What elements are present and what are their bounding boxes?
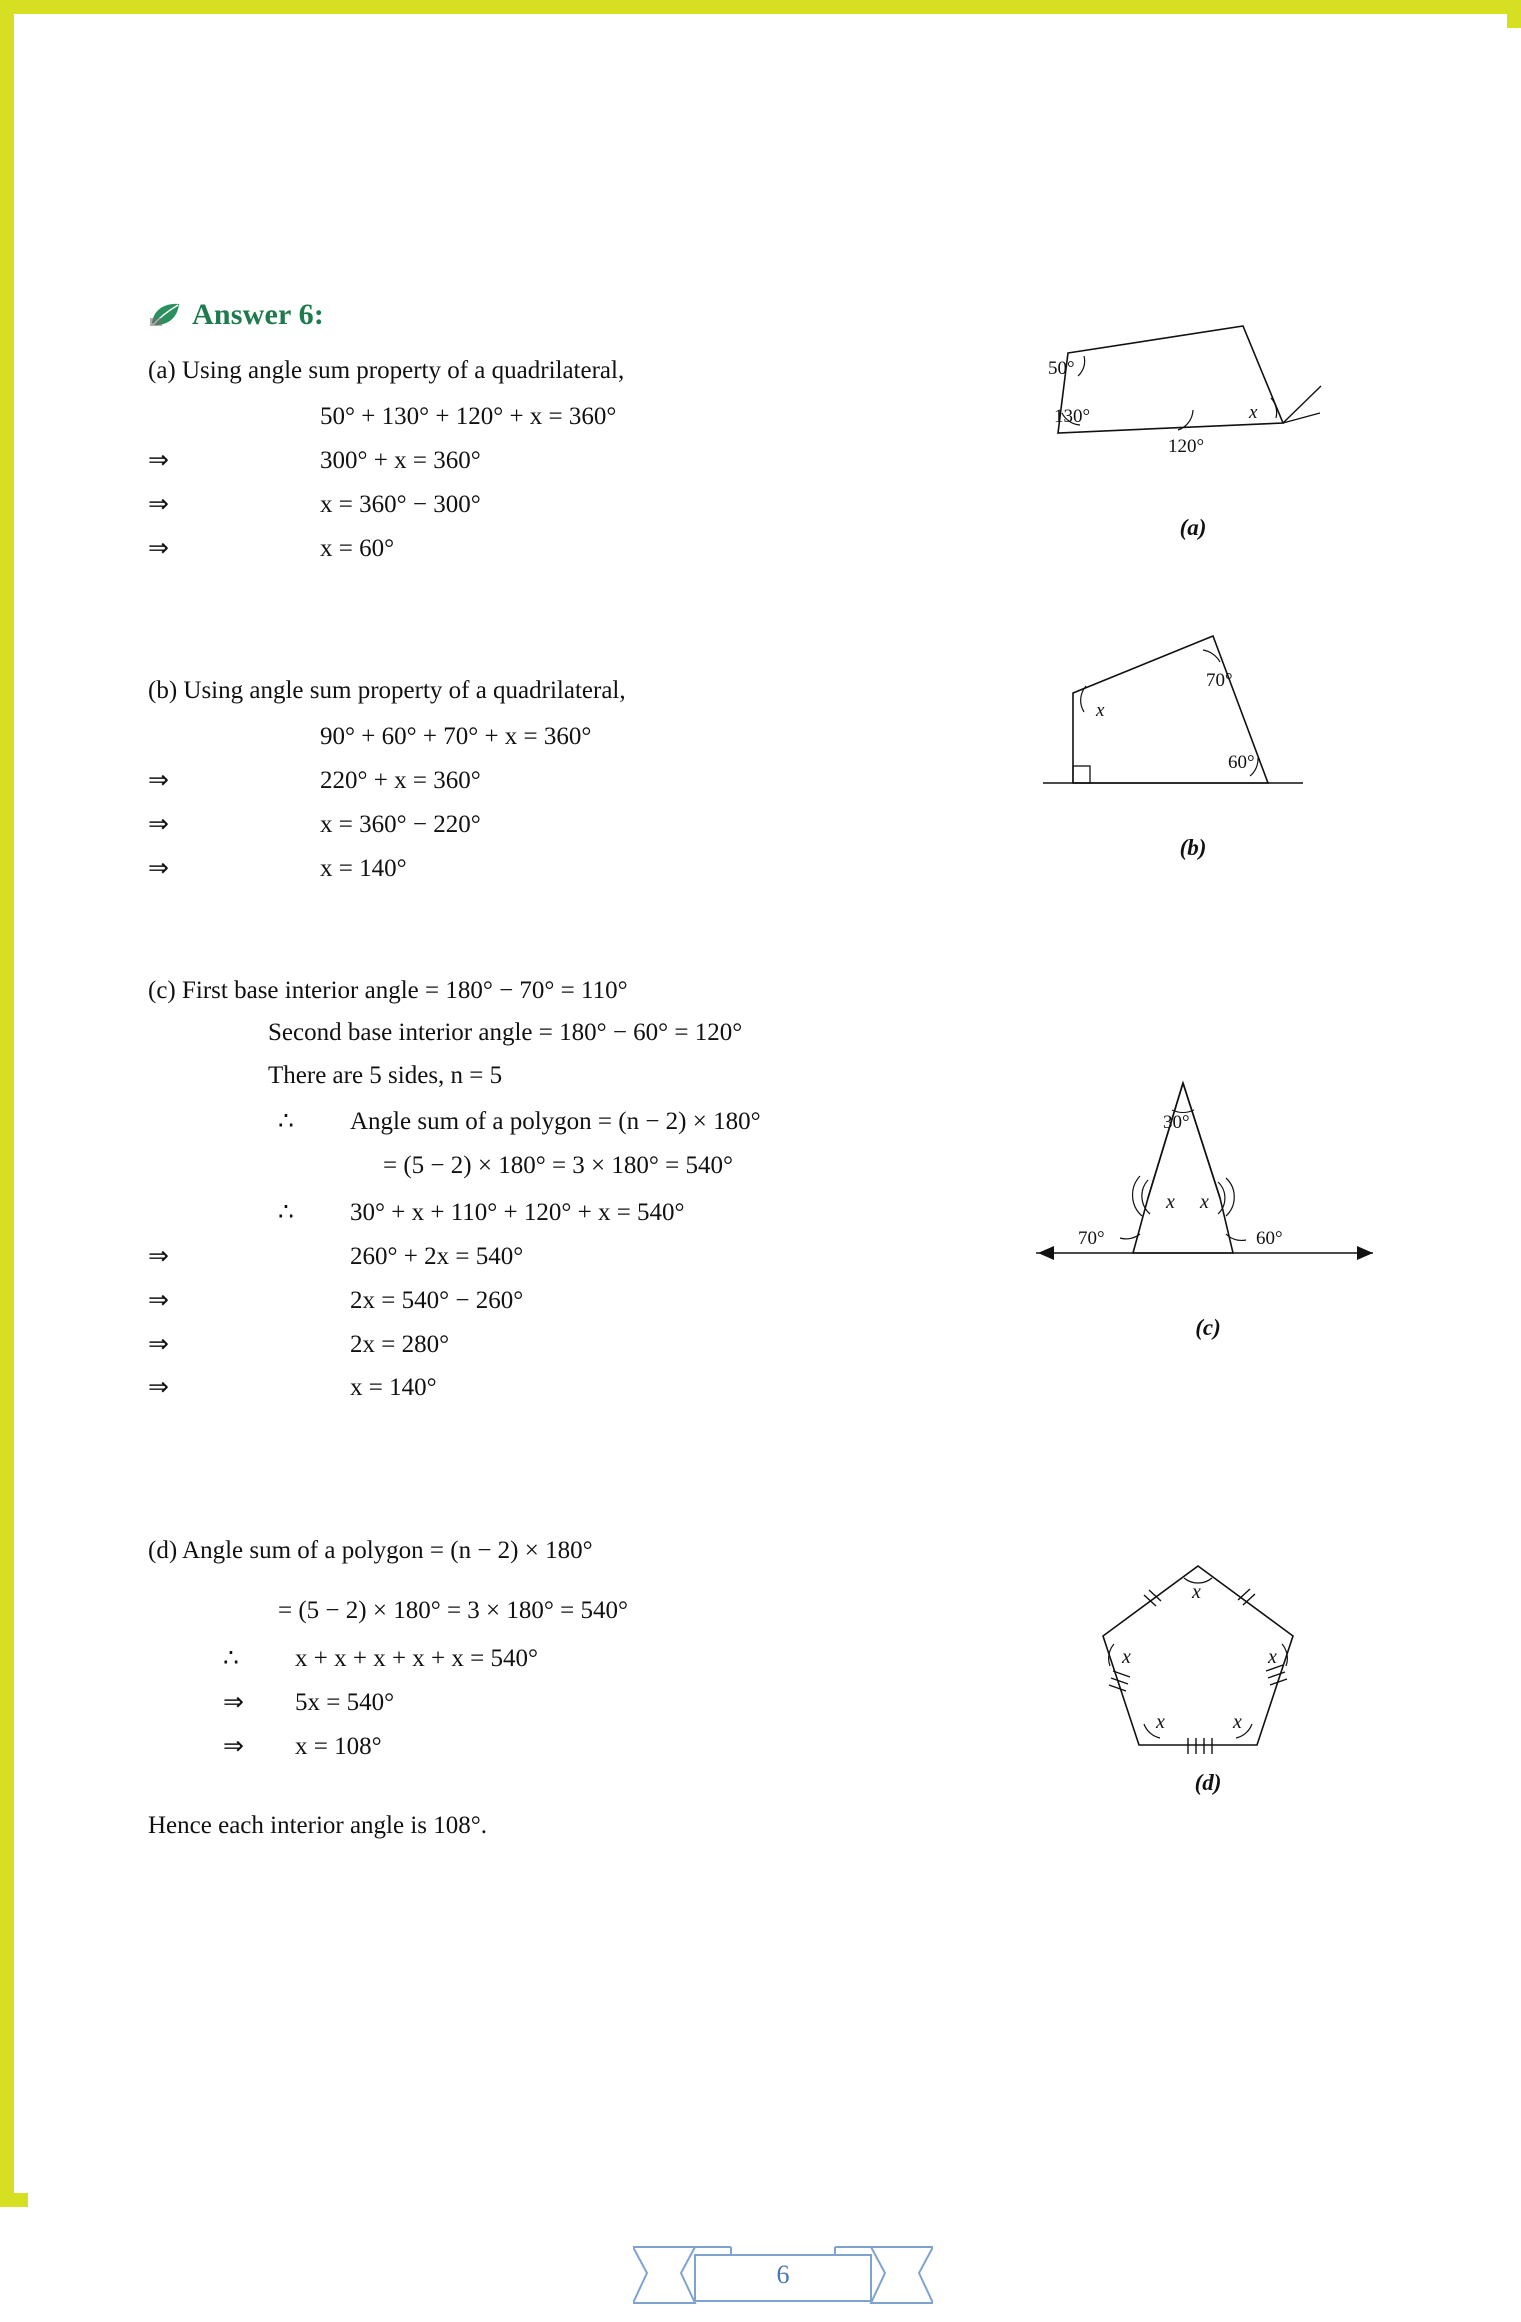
equation: 2x = 540° − 260° xyxy=(350,1286,524,1314)
figure-d xyxy=(1048,1548,1368,1796)
implies-symbol: ⇒ xyxy=(148,447,169,474)
implies-symbol: ⇒ xyxy=(148,1374,169,1402)
part-c-steps xyxy=(148,1191,968,1410)
part-d-line-1: (d) Angle sum of a polygon = (n − 2) × 180° xyxy=(148,1537,593,1564)
figure-b xyxy=(1028,628,1358,861)
implies-symbol: ⇒ xyxy=(148,1330,169,1358)
implies-symbol: ⇒ xyxy=(148,854,169,882)
part-c-line-2: Second base interior angle = 180° − 60° = 120° xyxy=(268,1019,743,1047)
math-line xyxy=(148,1235,968,1279)
math-line xyxy=(148,1279,968,1323)
implies-symbol: ⇒ xyxy=(148,534,169,562)
implies-symbol: ⇒ xyxy=(148,490,169,518)
math-line xyxy=(278,1589,948,1633)
part-c-line-1: (c) First base interior angle = 180° − 70° = 110° xyxy=(148,977,628,1004)
svg-text:x: x xyxy=(1122,1646,1131,1668)
svg-text:x: x xyxy=(1200,1191,1209,1213)
equation: 90° + 60° + 70° + x = 360° xyxy=(320,723,592,751)
figure-c xyxy=(1028,1048,1388,1341)
leaf-icon xyxy=(148,301,182,329)
implies-symbol: ⇒ xyxy=(148,1243,169,1270)
svg-text:x: x xyxy=(1249,402,1258,423)
svg-text:70°: 70° xyxy=(1206,670,1233,691)
figure-d-caption: (d) xyxy=(1194,1770,1222,1795)
part-a-intro: (a) Using angle sum property of a quadrilateral, xyxy=(148,357,625,384)
svg-text:50°: 50° xyxy=(1048,358,1075,379)
conclusion-block xyxy=(148,1808,1048,1850)
math-line xyxy=(148,715,908,759)
math-line xyxy=(148,847,908,891)
math-line xyxy=(148,1323,968,1367)
svg-text:30°: 30° xyxy=(1163,1112,1190,1133)
svg-text:x: x xyxy=(1096,700,1105,721)
page-ribbon xyxy=(633,2233,933,2317)
svg-text:x: x xyxy=(1192,1581,1201,1603)
figure-a xyxy=(1028,318,1358,541)
equation: 300° + x = 360° xyxy=(320,447,481,474)
page-footer xyxy=(148,2233,1418,2317)
svg-text:x: x xyxy=(1166,1191,1175,1213)
math-line xyxy=(223,1637,948,1681)
math-line xyxy=(148,1366,968,1410)
part-a-solution xyxy=(148,353,908,570)
math-line xyxy=(383,1144,968,1188)
page-body xyxy=(28,28,1521,2289)
implies-symbol: ⇒ xyxy=(223,1732,244,1760)
equation: x = 360° − 300° xyxy=(320,490,481,518)
math-line xyxy=(148,527,908,571)
equation: x + x + x + x + x = 540° xyxy=(295,1645,538,1672)
equation: x = 140° xyxy=(320,854,407,882)
svg-text:70°: 70° xyxy=(1078,1228,1105,1249)
math-line xyxy=(148,483,908,527)
part-c-line-3: There are 5 sides, n = 5 xyxy=(268,1061,503,1089)
implies-symbol: ⇒ xyxy=(148,767,169,794)
svg-text:60°: 60° xyxy=(1256,1228,1283,1249)
part-a-steps xyxy=(148,395,908,570)
svg-text:130°: 130° xyxy=(1054,406,1091,427)
math-line xyxy=(148,439,908,483)
svg-text:120°: 120° xyxy=(1168,436,1205,457)
equation: x = 60° xyxy=(320,534,395,562)
answer-title: Answer 6: xyxy=(192,298,325,331)
part-b-intro: (b) Using angle sum property of a quadrilateral, xyxy=(148,677,626,704)
therefore-symbol: ∴ xyxy=(223,1645,239,1672)
math-line xyxy=(278,1191,968,1235)
figure-c-caption: (c) xyxy=(1195,1315,1221,1340)
equation: 2x = 280° xyxy=(350,1330,450,1358)
part-d-steps xyxy=(148,1637,948,1768)
equation: = (5 − 2) × 180° = 3 × 180° = 540° xyxy=(278,1597,628,1625)
math-line xyxy=(223,1681,948,1725)
equation: 260° + 2x = 540° xyxy=(350,1243,524,1270)
svg-text:60°: 60° xyxy=(1228,752,1255,773)
implies-symbol: ⇒ xyxy=(223,1688,244,1716)
svg-text:x: x xyxy=(1156,1711,1165,1733)
equation: Angle sum of a polygon = (n − 2) × 180° xyxy=(350,1107,761,1135)
equation: x = 360° − 220° xyxy=(320,810,481,838)
therefore-symbol: ∴ xyxy=(278,1107,294,1135)
equation: 5x = 540° xyxy=(295,1688,395,1716)
svg-text:x: x xyxy=(1268,1646,1277,1668)
math-line xyxy=(148,803,908,847)
equation: x = 140° xyxy=(350,1374,437,1402)
part-d-solution xyxy=(148,1533,948,1768)
implies-symbol: ⇒ xyxy=(148,810,169,838)
page-number: 6 xyxy=(776,2260,790,2289)
math-line xyxy=(223,1725,948,1769)
part-b-solution xyxy=(148,673,908,890)
svg-text:x: x xyxy=(1233,1711,1242,1733)
implies-symbol: ⇒ xyxy=(148,1286,169,1314)
answer-content xyxy=(148,298,1418,2289)
math-line xyxy=(148,759,908,803)
equation: 50° + 130° + 120° + x = 360° xyxy=(320,403,617,431)
part-c-solution xyxy=(148,973,968,1410)
equation: x = 108° xyxy=(295,1732,382,1760)
therefore-symbol: ∴ xyxy=(278,1199,294,1227)
math-line xyxy=(148,395,908,439)
figure-b-caption: (b) xyxy=(1179,835,1207,860)
equation: 220° + x = 360° xyxy=(320,767,481,794)
math-line xyxy=(278,1100,968,1144)
part-b-steps xyxy=(148,715,908,890)
conclusion-text: Hence each interior angle is 108°. xyxy=(148,1812,488,1839)
figure-a-caption: (a) xyxy=(1179,515,1207,540)
equation: = (5 − 2) × 180° = 3 × 180° = 540° xyxy=(383,1151,733,1179)
equation: 30° + x + 110° + 120° + x = 540° xyxy=(350,1199,685,1227)
